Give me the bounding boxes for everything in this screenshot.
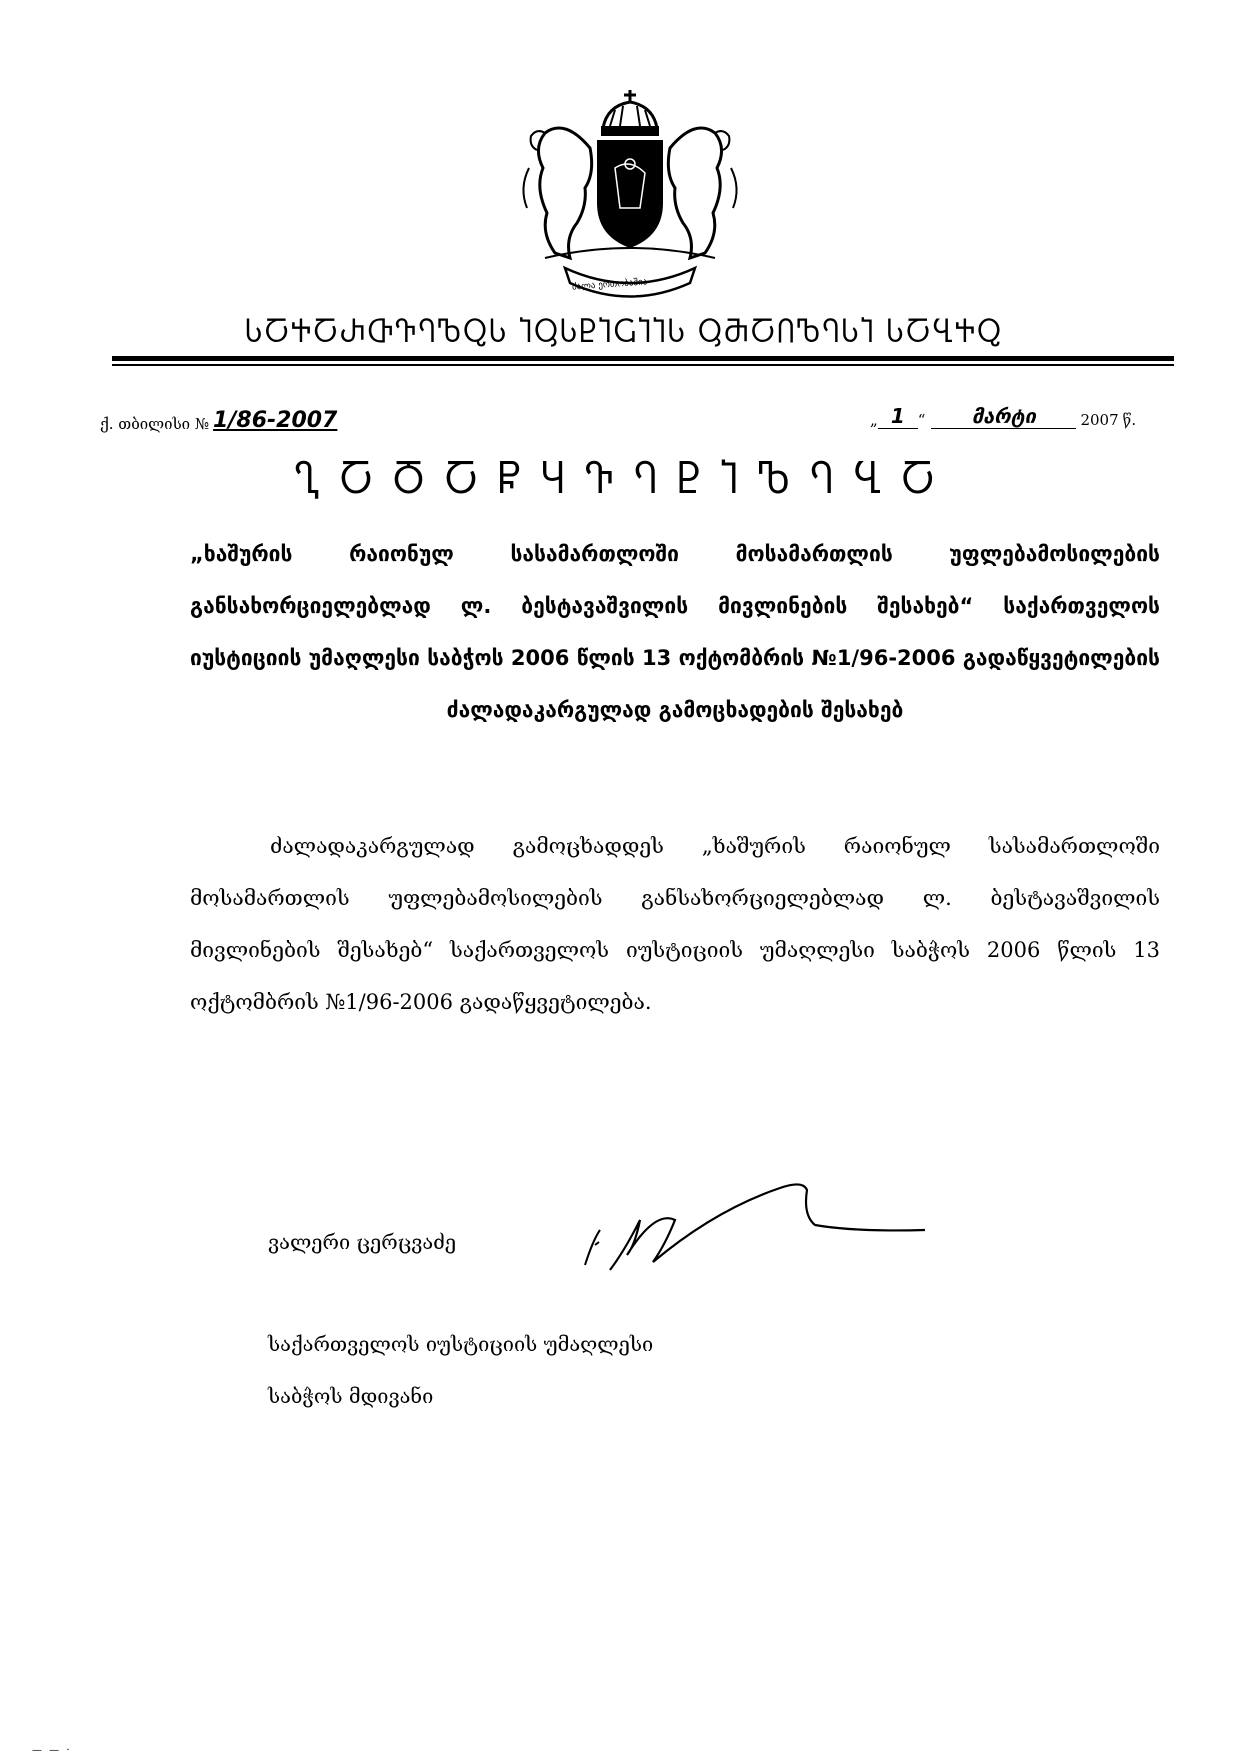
emblem-motto: ძალა ერთობაშია (571, 277, 648, 293)
date-close-quote: “ (917, 411, 926, 429)
document-type-title: ႢႠႣႠႼႷႥႤႲႨႪႤႡႠ (293, 458, 955, 502)
city-prefix: ქ. თბილისი № (100, 415, 210, 433)
document-subject: „ხაშურის რაიონულ სასამართლოში მოსამართლის უფლებამოსილების განსახორციელებლად ლ. ბესტავაშვილის მივლინების შესახებ“ საქართველოს იუსტიციის უმაღლესი საბჭოს 2006 წლის 13 ოქტომბრის №1/96-2006 გადაწყვეტილების ძალადაკარგულად გამოცხადების შესახებ (190, 542, 1160, 722)
signer-position (268, 1318, 653, 1422)
decision-body: ძალადაკარგულად გამოცხადდეს „ხაშურის რაიონულ სასამართლოში მოსამართლის უფლებამოსილების განსახორციელებლად ლ. ბესტავაშვილის მივლინების შესახებ“ საქართველოს იუსტიციის უმაღლესი საბჭოს 2006 წლის 13 ოქტომბრის №1/96-2006 გადაწყვეტილება. (190, 834, 1160, 1014)
organization-title: ႱႠႵႠႰႧႥႤႪႭႱ ႨႳႱႲႨႺႨႨႱ ႳႫႠႶႪႤႱႨ ႱႠႡႵႭ (245, 316, 1003, 349)
coat-of-arms-icon (515, 88, 745, 298)
date-day: 1 (878, 404, 918, 429)
document-date (870, 404, 1136, 429)
position-line-2: საბჭოს მდივანი (268, 1384, 434, 1408)
position-line-1: საქართველოს იუსტიციის უმაღლესი (268, 1332, 654, 1356)
header-rule-thick (112, 356, 1174, 361)
handwritten-signature (565, 1170, 935, 1300)
header-rule-thin (112, 364, 1174, 366)
signer-name: ვალერი ცერცვაძე (268, 1230, 457, 1254)
date-month: მარტი (931, 404, 1076, 429)
date-year: 2007 (1080, 411, 1119, 429)
document-number (100, 408, 337, 433)
registration-number: 1/86-2007 (213, 408, 338, 433)
date-suffix: წ. (1122, 411, 1137, 429)
footer-mark: — — · (32, 1745, 72, 1755)
date-open-quote: „ (870, 411, 878, 429)
